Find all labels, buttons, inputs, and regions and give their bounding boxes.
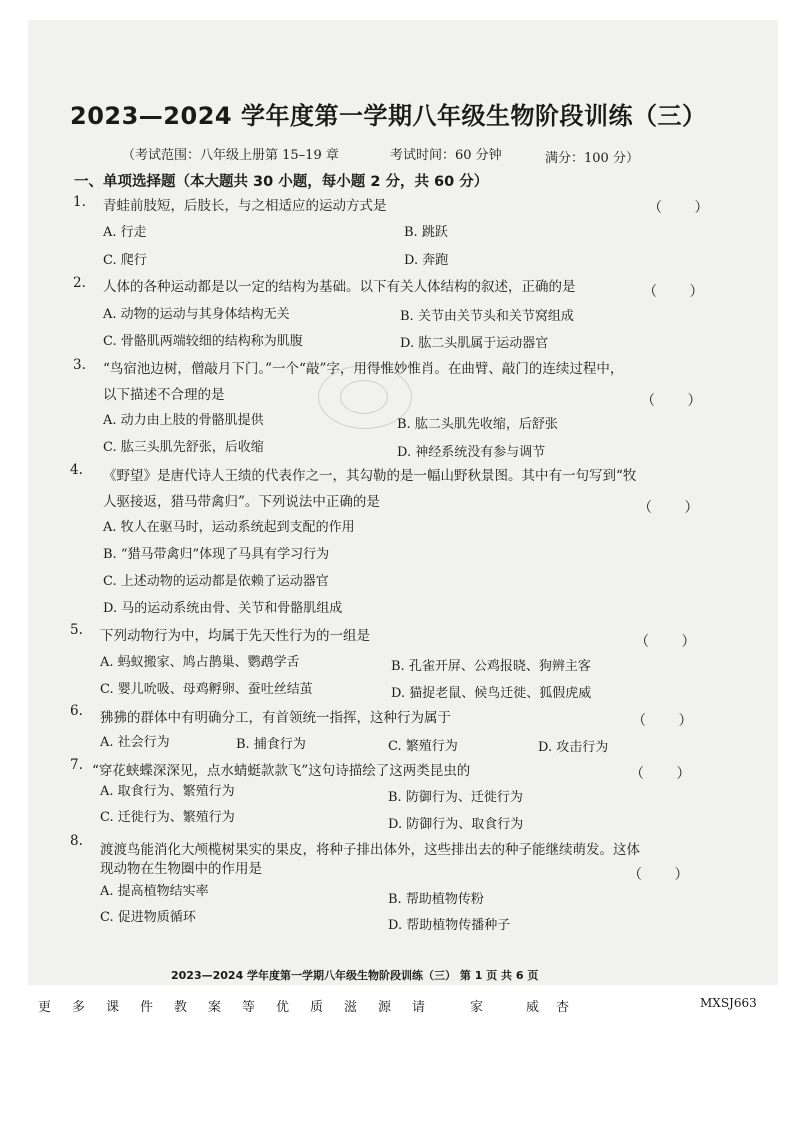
option-a: A. 蚂蚁搬家、鸠占鹊巢、鹦鹉学舌 <box>100 655 300 670</box>
answer-blank[interactable]: （ ） <box>635 634 710 650</box>
option-a: A. 行走 <box>103 225 147 240</box>
option-c: C. 骨骼肌两端较细的结构称为肌腹 <box>103 334 303 349</box>
option-b: B. 帮助植物传粉 <box>388 892 484 907</box>
exam-score: 满分：100 分） <box>545 151 639 166</box>
option-d: D. 猫捉老鼠、候鸟迁徙、狐假虎威 <box>391 686 592 701</box>
option-d: D. 防御行为、取食行为 <box>388 817 524 832</box>
answer-blank[interactable]: （ ） <box>638 500 713 516</box>
option-b: B. 关节由关节头和关节窝组成 <box>400 309 574 324</box>
show-through-circle-small <box>340 380 388 414</box>
question-text: 狒狒的群体中有明确分工，有首领统一指挥，这种行为属于 <box>100 710 451 726</box>
option-b: B. “猎马带禽归”体现了马具有学习行为 <box>103 547 330 562</box>
option-b: B. 肱二头肌先收缩，后舒张 <box>397 417 558 432</box>
question-text: 下列动物行为中，均属于先天性行为的一组是 <box>100 628 370 644</box>
promo-char: 滋 <box>344 1000 358 1015</box>
promo-char: 案 <box>208 1000 222 1015</box>
answer-blank[interactable]: （ ） <box>630 766 705 782</box>
answer-blank[interactable]: （ ） <box>648 200 723 216</box>
option-c: C. 爬行 <box>103 253 147 268</box>
option-d: D. 奔跑 <box>404 253 449 268</box>
option-a: A. 牧人在驱马时，运动系统起到支配的作用 <box>103 520 355 535</box>
promo-char: 件 <box>140 1000 154 1015</box>
option-b: B. 捕食行为 <box>236 737 306 752</box>
option-c: C. 肱三头肌先舒张，后收缩 <box>103 440 264 455</box>
promo-char: 杏 <box>556 1000 570 1015</box>
promo-char: 请 <box>412 1000 426 1015</box>
answer-blank[interactable]: （ ） <box>628 867 703 883</box>
promo-strip <box>38 996 586 1015</box>
question-text: 以下描述不合理的是 <box>103 387 225 403</box>
option-c: C. 迁徙行为、繁殖行为 <box>100 810 235 825</box>
option-a: A. 提高植物结实率 <box>100 884 209 899</box>
option-a: A. 动物的运动与其身体结构无关 <box>103 307 290 322</box>
promo-char: 教 <box>174 1000 188 1015</box>
section-title: 一、单项选择题（本大题共 30 小题，每小题 2 分，共 60 分） <box>74 174 489 190</box>
promo-char: 质 <box>310 1000 324 1015</box>
option-c: C. 繁殖行为 <box>388 739 458 754</box>
question-number: 7. <box>70 757 83 773</box>
promo-char: 课 <box>106 1000 120 1015</box>
exam-time: 考试时间：60 分钟 <box>390 148 502 163</box>
option-d: D. 神经系统没有参与调节 <box>397 445 546 460</box>
question-number: 5. <box>70 622 83 638</box>
promo-char: 威 <box>526 1000 540 1015</box>
promo-char: 家 <box>470 1000 484 1015</box>
option-d: D. 帮助植物传播种子 <box>388 918 511 933</box>
option-c: C. 婴儿吮吸、母鸡孵卵、蚕吐丝结茧 <box>100 682 313 697</box>
question-number: 4. <box>70 462 83 478</box>
option-a: A. 动力由上肢的骨骼肌提供 <box>103 413 264 428</box>
option-c: C. 上述动物的运动都是依赖了运动器官 <box>103 574 329 589</box>
page-title: 2023—2024 学年度第一学期八年级生物阶段训练（三） <box>70 102 707 130</box>
question-number: 3. <box>73 357 86 373</box>
option-b: B. 跳跃 <box>404 225 448 240</box>
question-text: 现动物在生物圈中的作用是 <box>100 861 262 877</box>
option-a: A. 取食行为、繁殖行为 <box>100 784 235 799</box>
page-footer: 2023—2024 学年度第一学期八年级生物阶段训练（三） 第 1 页 共 6 页 <box>171 969 539 982</box>
promo-char: 优 <box>276 1000 290 1015</box>
exam-scope: （考试范围：八年级上册第 15–19 章 <box>122 148 339 163</box>
question-number: 2. <box>73 275 86 291</box>
promo-char: 多 <box>72 1000 86 1015</box>
question-text: 渡渡鸟能消化大颅榄树果实的果皮，将种子排出体外，这些排出去的种子能继续萌发。这体 <box>100 842 640 858</box>
option-d: D. 马的运动系统由骨、关节和骨骼肌组成 <box>103 601 343 616</box>
question-text: 人体的各种运动都是以一定的结构为基础。以下有关人体结构的叙述，正确的是 <box>103 279 576 295</box>
option-d: D. 攻击行为 <box>538 740 609 755</box>
option-d: D. 肱二头肌属于运动器官 <box>400 336 549 351</box>
question-text: “穿花蛱蝶深深见，点水蜻蜓款款飞”这句诗描绘了这两类昆虫的 <box>92 763 471 779</box>
promo-char: 更 <box>38 1000 52 1015</box>
question-text: “鸟宿池边树，僧敲月下门。”一个“敲”字，用得惟妙惟肖。在曲臂、敲门的连续过程中， <box>103 361 624 377</box>
option-b: B. 孔雀开屏、公鸡报晓、狗辨主客 <box>391 659 591 674</box>
answer-blank[interactable]: （ ） <box>643 284 718 300</box>
question-number: 6. <box>70 703 83 719</box>
answer-blank[interactable]: （ ） <box>641 393 716 409</box>
answer-blank[interactable]: （ ） <box>632 713 707 729</box>
question-number: 8. <box>70 833 83 849</box>
option-a: A. 社会行为 <box>100 735 170 750</box>
question-text: 《野望》是唐代诗人王绩的代表作之一，其勾勒的是一幅山野秋景图。其中有一句写到“牧 <box>103 468 637 484</box>
promo-code: MXSJ663 <box>700 996 757 1010</box>
promo-char: 源 <box>378 1000 392 1015</box>
promo-char: 等 <box>242 1000 256 1015</box>
option-b: B. 防御行为、迁徙行为 <box>388 790 523 805</box>
question-number: 1. <box>73 194 86 210</box>
question-text: 青蛙前肢短，后肢长，与之相适应的运动方式是 <box>103 198 387 214</box>
option-c: C. 促进物质循环 <box>100 910 196 925</box>
question-text: 人驱接返，猎马带禽归”。下列说法中正确的是 <box>103 494 380 510</box>
